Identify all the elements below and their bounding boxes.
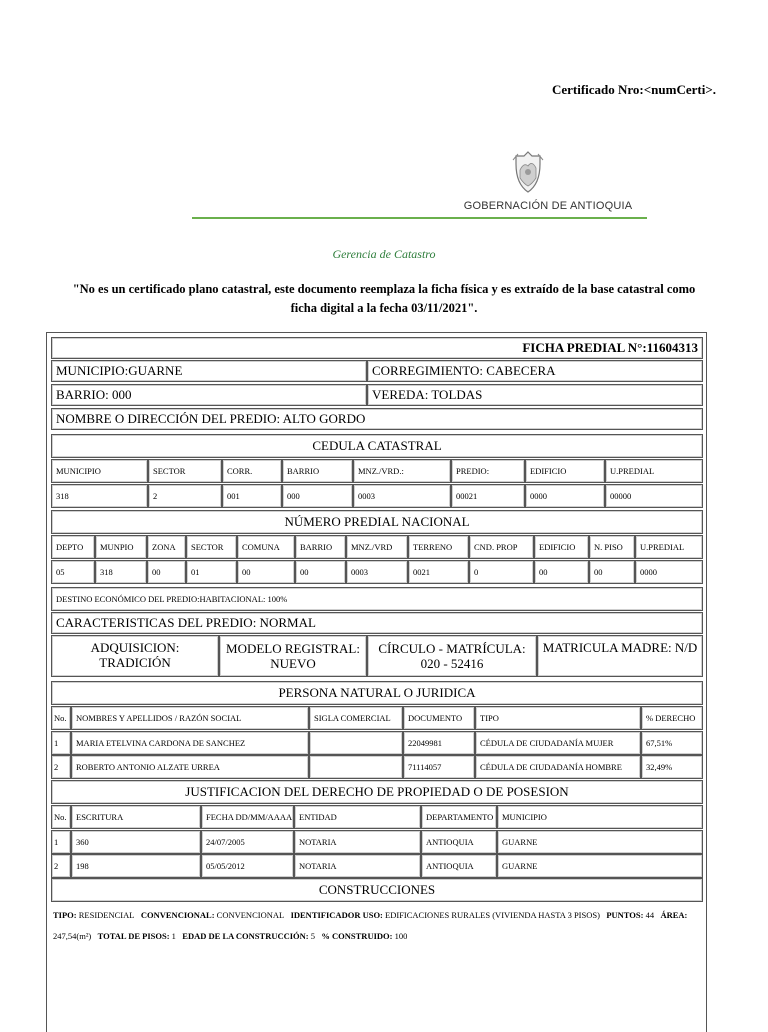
area-label: ÁREA: [660,910,688,920]
cedula-value: 000 [282,484,353,508]
persona-cell: 2 [51,755,71,779]
npn-header: ZONA [147,535,186,559]
cedula-header: BARRIO [282,459,353,483]
disclaimer-text: "No es un certificado plano catastral, este documento reemplaza la ficha física y es extraído de la base catastral como ficha digital a la fecha 03/11/2021". [72,282,696,315]
persona-cell: CÉDULA DE CIUDADANÍA MUJER [475,731,641,755]
header-divider [192,217,647,219]
persona-cell [309,755,403,779]
npn-value: 05 [51,560,95,584]
identificador-label: IDENTIFICADOR USO: [290,910,383,920]
npn-title-row [51,510,703,534]
puntos-label: PUNTOS: [606,910,644,920]
matricula-madre: MATRICULA MADRE: N/D [537,635,703,677]
justificacion-header: MUNICIPIO [497,805,703,829]
npn-header-row [51,535,703,559]
department-title: Gerencia de Catastro [332,247,436,261]
construcciones-title-row [51,878,703,902]
gobernacion-logo [448,150,648,220]
npn-header: EDIFICIO [534,535,589,559]
persona-header: NOMBRES Y APELLIDOS / RAZÓN SOCIAL [71,706,309,730]
nombre-row [51,408,703,430]
npn-header: TERRENO [408,535,469,559]
persona-cell: ROBERTO ANTONIO ALZATE URREA [71,755,309,779]
persona-header-row [51,706,703,730]
justificacion-header: ESCRITURA [71,805,201,829]
edad-value: 5 [310,931,316,941]
justificacion-cell: ANTIOQUIA [421,830,497,854]
table-row [51,755,703,779]
justificacion-header: No. [51,805,71,829]
npn-header: DEPTO [51,535,95,559]
puntos-value: 44 [645,910,655,920]
persona-cell: 1 [51,731,71,755]
justificacion-cell: 198 [71,854,201,878]
npn-header: SECTOR [186,535,237,559]
npn-value: 00 [589,560,635,584]
npn-value: 0003 [346,560,408,584]
pisos-label: TOTAL DE PISOS: [97,931,170,941]
cedula-value-row [51,484,703,508]
tipo-value: RESIDENCIAL [78,910,135,920]
construcciones-title: CONSTRUCCIONES [51,878,703,902]
coat-of-arms-icon [510,150,546,194]
npn-value: 0000 [635,560,703,584]
npn-value: 0021 [408,560,469,584]
adquisicion: ADQUISICION: TRADICIÓN [51,635,219,677]
caracteristicas-title: CARACTERISTICAS DEL PREDIO: NORMAL [51,612,703,634]
municipio: MUNICIPIO:GUARNE [51,360,367,382]
barrio: BARRIO: 000 [51,384,367,406]
justificacion-cell: GUARNE [497,830,703,854]
npn-value: 00 [295,560,346,584]
modelo-registral: MODELO REGISTRAL: NUEVO [219,635,367,677]
cedula-value: 0003 [353,484,451,508]
persona-cell: MARIA ETELVINA CARDONA DE SANCHEZ [71,731,309,755]
cedula-value: 001 [222,484,282,508]
npn-value: 00 [147,560,186,584]
logo-text: GOBERNACIÓN DE ANTIOQUIA [463,200,633,212]
npn-header: MNZ./VRD [346,535,408,559]
persona-cell: 32,49% [641,755,703,779]
npn-value: 00 [534,560,589,584]
cedula-header: MNZ./VRD.: [353,459,451,483]
area-value: 247,54(m²) [53,931,92,941]
justificacion-cell: 1 [51,830,71,854]
persona-cell: CÉDULA DE CIUDADANÍA HOMBRE [475,755,641,779]
npn-header: MUNPIO [95,535,147,559]
tipo-label: TIPO: [53,910,77,920]
npn-header: U.PREDIAL [635,535,703,559]
justificacion-title-row [51,780,703,804]
npn-header: BARRIO [295,535,346,559]
justificacion-cell: 05/05/2012 [201,854,294,878]
justificacion-cell: 24/07/2005 [201,830,294,854]
npn-value: 318 [95,560,147,584]
corregimiento: CORREGIMIENTO: CABECERA [367,360,703,382]
npn-title: NÚMERO PREDIAL NACIONAL [51,510,703,534]
cedula-title: CEDULA CATASTRAL [51,434,703,458]
nombre-direccion: NOMBRE O DIRECCIÓN DEL PREDIO: ALTO GORDO [51,408,703,430]
ficha-title: FICHA PREDIAL N°:11604313 [51,337,703,359]
persona-cell [309,731,403,755]
justificacion-title: JUSTIFICACION DEL DERECHO DE PROPIEDAD O DE POSESION [51,780,703,804]
npn-header: COMUNA [237,535,295,559]
table-row [51,830,703,854]
cedula-value: 2 [148,484,222,508]
barrio-row [51,384,703,406]
edad-label: EDAD DE LA CONSTRUCCIÓN: [182,931,309,941]
cedula-value: 0000 [525,484,605,508]
destino-row [51,587,703,611]
persona-header: % DERECHO [641,706,703,730]
certificate-number: Certificado Nro:<numCerti>. [551,82,716,97]
vereda: VEREDA: TOLDAS [367,384,703,406]
persona-header: No. [51,706,71,730]
circulo-matricula: CÍRCULO - MATRÍCULA: 020 - 52416 [367,635,537,677]
persona-cell: 22049981 [403,731,475,755]
cedula-value: 318 [51,484,148,508]
persona-cell: 71114057 [403,755,475,779]
convencional-label: CONVENCIONAL: [140,910,215,920]
cedula-value: 00021 [451,484,525,508]
construcciones-details [53,905,703,947]
justificacion-cell: 360 [71,830,201,854]
justificacion-header: ENTIDAD [294,805,421,829]
npn-value: 00 [237,560,295,584]
cedula-header: MUNICIPIO [51,459,148,483]
caracteristicas-row [51,612,703,634]
table-row [51,854,703,878]
persona-title-row [51,681,703,705]
convencional-value: CONVENCIONAL [216,910,285,920]
npn-value: 0 [469,560,534,584]
cedula-header-row [51,459,703,483]
npn-header: N. PISO [589,535,635,559]
construido-value: 100 [394,931,408,941]
identificador-value: EDIFICACIONES RURALES (VIVIENDA HASTA 3 PISOS) [385,910,600,920]
cedula-value: 00000 [605,484,703,508]
pisos-value: 1 [171,931,176,941]
justificacion-cell: ANTIOQUIA [421,854,497,878]
cedula-header: SECTOR [148,459,222,483]
cedula-header: U.PREDIAL [605,459,703,483]
registro-row [51,635,703,677]
cedula-header: EDIFICIO [525,459,605,483]
cedula-header: CORR. [222,459,282,483]
cedula-title-row [51,434,703,458]
persona-header: SIGLA COMERCIAL [309,706,403,730]
npn-value: 01 [186,560,237,584]
npn-header: CND. PROP [469,535,534,559]
justificacion-header: DEPARTAMENTO [421,805,497,829]
construido-label: % CONSTRUIDO: [321,931,393,941]
persona-header: DOCUMENTO [403,706,475,730]
ficha-title-row [51,337,703,359]
cedula-header: PREDIO: [451,459,525,483]
justificacion-header-row [51,805,703,829]
persona-header: TIPO [475,706,641,730]
destino-economico: DESTINO ECONÓMICO DEL PREDIO:HABITACIONAL: 100% [51,587,703,611]
justificacion-cell: NOTARIA [294,830,421,854]
justificacion-cell: GUARNE [497,854,703,878]
municipio-row [51,360,703,382]
persona-cell: 67,51% [641,731,703,755]
npn-value-row [51,560,703,584]
justificacion-header: FECHA DD/MM/AAAA [201,805,294,829]
justificacion-cell: 2 [51,854,71,878]
justificacion-cell: NOTARIA [294,854,421,878]
table-row [51,731,703,755]
persona-title: PERSONA NATURAL O JURIDICA [51,681,703,705]
